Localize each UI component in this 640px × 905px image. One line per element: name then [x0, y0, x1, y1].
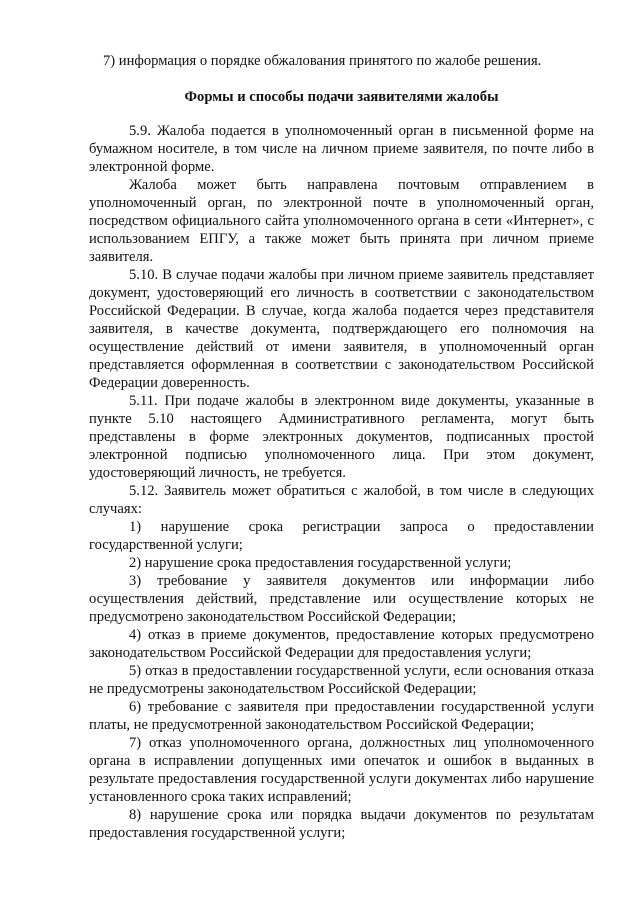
list-item-appeal-procedure: 7) информация о порядке обжалования принятого по жалобе решения.: [103, 53, 542, 69]
list-item: 4) отказ в приеме документов, предоставление которых предусмотрено законодательством Российской Федерации для предоставления услуги;: [89, 627, 594, 661]
document-page: [89, 52, 594, 842]
section-heading: Формы и способы подачи заявителями жалобы: [184, 89, 499, 105]
complaint-cases-list: [89, 518, 594, 842]
list-item: 1) нарушение срока регистрации запроса о предоставлении государственной услуги;: [89, 519, 594, 553]
paragraph-5-12: 5.12. Заявитель может обратиться с жалобой, в том числе в следующих случаях:: [89, 483, 594, 517]
list-item: 2) нарушение срока предоставления государственной услуги;: [129, 555, 512, 571]
paragraph-submission-channels: Жалоба может быть направлена почтовым отправлением в уполномоченный орган, по электронной почте в уполномоченный орган, посредством официального сайта уполномоченного органа в сети «Интернет», с использованием ЕПГУ, а также может быть принята при личном приеме заявителя.: [89, 177, 594, 265]
list-item: 6) требование с заявителя при предоставлении государственной услуги платы, не предусмотренной законодательством Российской Федерации;: [89, 699, 594, 733]
list-item: 8) нарушение срока или порядка выдачи документов по результатам предоставления государственной услуги;: [89, 807, 594, 841]
paragraph-5-9: 5.9. Жалоба подается в уполномоченный орган в письменной форме на бумажном носителе, в том числе на личном приеме заявителя, по почте либо в электронной форме.: [89, 123, 594, 175]
list-item: 3) требование у заявителя документов или информации либо осуществления действий, представление или осуществление которых не предусмотрено законодательством Российской Федерации;: [89, 573, 594, 625]
paragraph-5-10: 5.10. В случае подачи жалобы при личном приеме заявитель представляет документ, удостоверяющий его личность в соответствии с законодательством Российской Федерации. В случае, когда жалоба подается через представителя заявителя, в качестве документа, подтверждающего его полномочия на осуществление действий от имени заявителя, в уполномоченный орган представляется оформленная в соответствии с законодательством Российской Федерации доверенность.: [89, 267, 594, 391]
list-item: 7) отказ уполномоченного органа, должностных лиц уполномоченного органа в исправлении допущенных ими опечаток и ошибок в выданных в результате предоставления государственной услуги документах либо нарушение установленного срока таких исправлений;: [89, 735, 594, 805]
paragraph-5-11: 5.11. При подаче жалобы в электронном виде документы, указанные в пункте 5.10 настоящего Административного регламента, могут быть представлены в форме электронных документов, подписанных простой электронной подписью уполномоченного лица. При этом документ, удостоверяющий личность, не требуется.: [89, 393, 594, 481]
list-item: 5) отказ в предоставлении государственной услуги, если основания отказа не предусмотрены законодательством Российской Федерации;: [89, 663, 594, 697]
